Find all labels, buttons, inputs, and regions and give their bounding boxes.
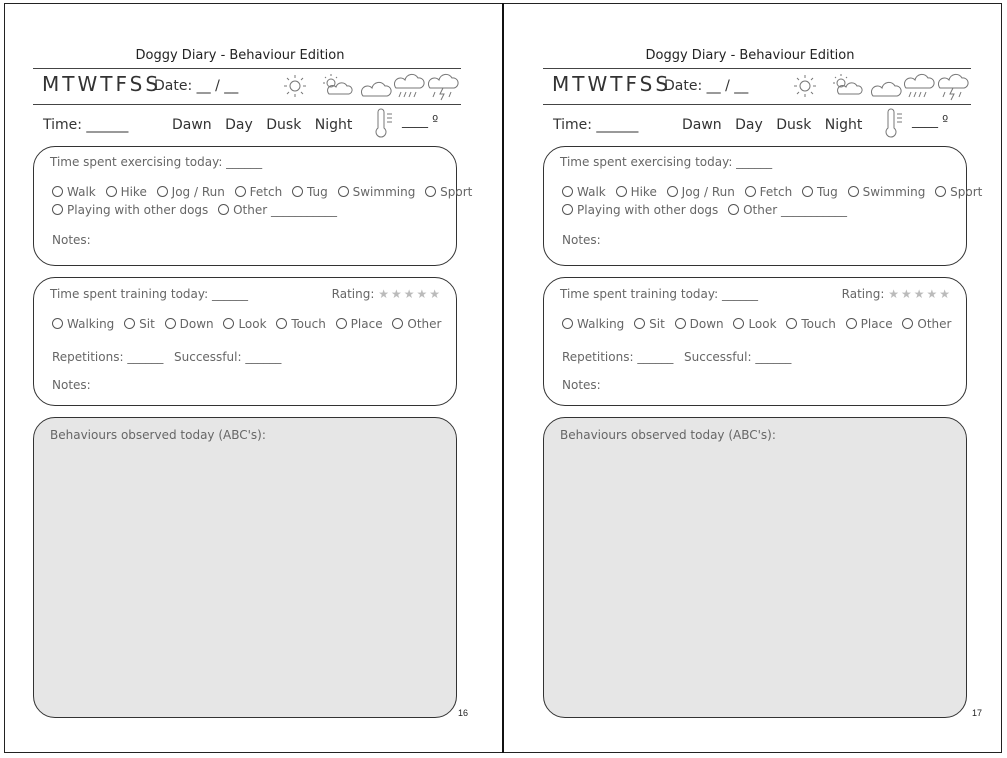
sun-cloud-icon — [833, 74, 862, 94]
training-options — [52, 317, 447, 331]
option-other[interactable]: Other — [902, 317, 951, 331]
exercise-options-row1 — [562, 185, 988, 199]
option-sit[interactable]: Sit — [634, 317, 665, 331]
option-hike[interactable]: Hike — [106, 185, 147, 199]
option-fetch[interactable]: Fetch — [745, 185, 793, 199]
rating-stars: ★★★★★ — [888, 287, 952, 301]
option-walking[interactable]: Walking — [52, 317, 114, 331]
option-sit[interactable]: Sit — [124, 317, 155, 331]
repetitions-field: Repetitions: ______ — [52, 350, 164, 364]
rating-stars: ★★★★★ — [378, 287, 442, 301]
page-divider — [502, 3, 504, 753]
tod-dusk: Dusk — [266, 117, 302, 133]
exercise-notes: Notes: — [52, 233, 91, 247]
option-look[interactable]: Look — [733, 317, 776, 331]
rating — [332, 287, 442, 301]
option-down[interactable]: Down — [675, 317, 724, 331]
option-sport[interactable]: Sport — [425, 185, 472, 199]
page-title: Doggy Diary - Behaviour Edition — [135, 48, 345, 63]
option-walking[interactable]: Walking — [562, 317, 624, 331]
page-number: 17 — [972, 708, 983, 718]
right-page — [510, 0, 1007, 758]
option-other[interactable]: Other ___________ — [728, 203, 847, 217]
sun-cloud-icon — [323, 74, 352, 94]
sun-icon — [794, 75, 816, 97]
exercise-section — [33, 146, 473, 266]
training-label: Time spent training today: ______ — [560, 287, 758, 301]
option-swimming[interactable]: Swimming — [848, 185, 926, 199]
option-place[interactable]: Place — [846, 317, 893, 331]
left-page — [0, 0, 500, 758]
behaviours-section — [543, 417, 967, 718]
time-of-day — [172, 117, 358, 133]
option-hike[interactable]: Hike — [616, 185, 657, 199]
option-tug[interactable]: Tug — [802, 185, 838, 199]
page-title: Doggy Diary - Behaviour Edition — [645, 48, 855, 63]
training-notes: Notes: — [52, 378, 91, 392]
option-place[interactable]: Place — [336, 317, 383, 331]
tod-dawn: Dawn — [682, 117, 722, 133]
tod-day: Day — [225, 117, 253, 133]
training-section — [543, 277, 967, 406]
option-sport[interactable]: Sport — [935, 185, 982, 199]
training-options — [562, 317, 957, 331]
exercise-label: Time spent exercising today: ______ — [50, 155, 263, 169]
thermometer-icon — [368, 108, 404, 140]
option-playing[interactable]: Playing with other dogs — [562, 203, 718, 217]
weekday-letters: MTWTFSS — [552, 72, 672, 96]
date-field: Date: __ / __ — [664, 78, 749, 94]
exercise-options-row1 — [52, 185, 478, 199]
exercise-notes: Notes: — [562, 233, 601, 247]
temperature-field: ____ º — [402, 114, 439, 129]
page-number: 16 — [458, 708, 469, 718]
tod-night: Night — [824, 117, 863, 133]
training-notes: Notes: — [562, 378, 601, 392]
option-swimming[interactable]: Swimming — [338, 185, 416, 199]
exercise-label: Time spent exercising today: ______ — [560, 155, 773, 169]
option-fetch[interactable]: Fetch — [235, 185, 283, 199]
rain-icon — [904, 74, 934, 97]
header-rule-top — [543, 68, 971, 69]
option-touch[interactable]: Touch — [276, 317, 325, 331]
rating — [842, 287, 952, 301]
behaviours-label: Behaviours observed today (ABC's): — [50, 428, 266, 442]
tod-dusk: Dusk — [776, 117, 812, 133]
storm-icon — [428, 74, 458, 100]
weather-icons — [283, 70, 463, 102]
time-field: Time: ______ — [553, 117, 639, 133]
tod-day: Day — [735, 117, 763, 133]
time-of-day — [682, 117, 868, 133]
tod-dawn: Dawn — [172, 117, 212, 133]
option-jog-run[interactable]: Jog / Run — [667, 185, 735, 199]
header-rule-bottom — [543, 104, 971, 105]
successful-field: Successful: ______ — [684, 350, 792, 364]
option-look[interactable]: Look — [223, 317, 266, 331]
behaviours-section — [33, 417, 457, 718]
tod-night: Night — [314, 117, 353, 133]
behaviours-label: Behaviours observed today (ABC's): — [560, 428, 776, 442]
storm-icon — [938, 74, 968, 100]
date-field: Date: __ / __ — [154, 78, 239, 94]
rating-label: Rating: — [841, 287, 885, 301]
training-section — [33, 277, 457, 406]
header-rule-bottom — [33, 104, 461, 105]
thermometer-icon — [878, 108, 914, 140]
sun-icon — [284, 75, 306, 97]
option-other[interactable]: Other — [392, 317, 441, 331]
time-field: Time: ______ — [43, 117, 129, 133]
option-down[interactable]: Down — [165, 317, 214, 331]
option-playing[interactable]: Playing with other dogs — [52, 203, 208, 217]
rating-label: Rating: — [331, 287, 375, 301]
option-tug[interactable]: Tug — [292, 185, 328, 199]
option-walk[interactable]: Walk — [562, 185, 606, 199]
weekday-letters: MTWTFSS — [42, 72, 162, 96]
rain-icon — [394, 74, 424, 97]
temperature-field: ____ º — [912, 114, 949, 129]
exercise-options-row2 — [52, 203, 343, 217]
option-jog-run[interactable]: Jog / Run — [157, 185, 225, 199]
option-touch[interactable]: Touch — [786, 317, 835, 331]
exercise-options-row2 — [562, 203, 853, 217]
training-label: Time spent training today: ______ — [50, 287, 248, 301]
weather-icons — [793, 70, 973, 102]
option-walk[interactable]: Walk — [52, 185, 96, 199]
successful-field: Successful: ______ — [174, 350, 282, 364]
option-other[interactable]: Other ___________ — [218, 203, 337, 217]
repetitions-field: Repetitions: ______ — [562, 350, 674, 364]
cloud-icon — [871, 82, 901, 96]
header-rule-top — [33, 68, 461, 69]
exercise-section — [543, 146, 983, 266]
cloud-icon — [361, 82, 391, 96]
